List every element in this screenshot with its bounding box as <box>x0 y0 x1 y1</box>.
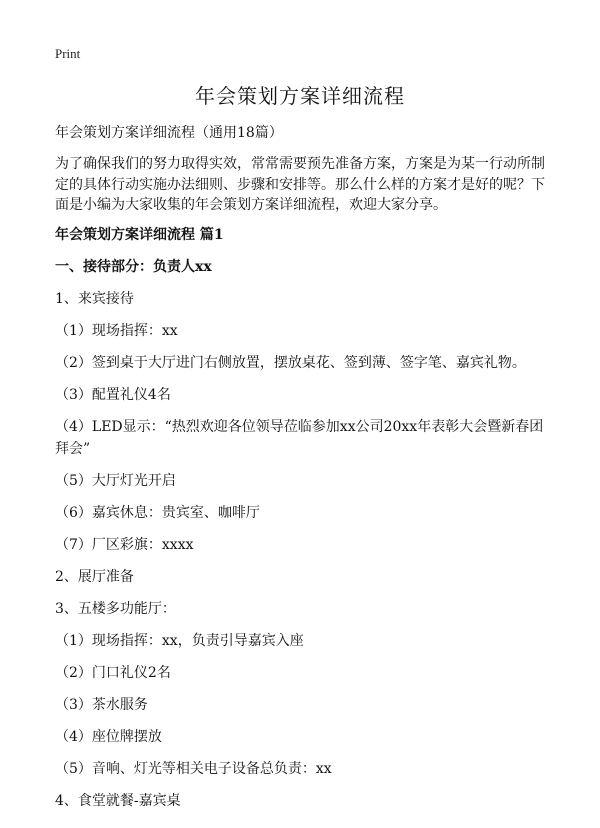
list-item: （3）配置礼仪4名 <box>55 386 171 403</box>
list-item: （7）厂区彩旗：xxxx <box>55 536 194 553</box>
list-item: 3、五楼多功能厅： <box>55 600 176 617</box>
list-item: （5）大厅灯光开启 <box>55 472 176 489</box>
list-item: （1）现场指挥：xx <box>55 322 178 339</box>
list-item: （2）门口礼仪2名 <box>55 664 171 681</box>
intro-paragraph: 为了确保我们的努力取得实效，常常需要预先准备方案，方案是为某一行动所制定的具体行动实施办法细则、步骤和安排等。那么什么样的方案才是好的呢？下面是小编为大家收集的年会策划方案详细流程，欢迎大家分享。 <box>55 156 545 213</box>
part-heading: 一、接待部分：负责人xx <box>55 258 212 275</box>
list-item: 2、展厅准备 <box>55 568 134 585</box>
section-title: 年会策划方案详细流程 篇1 <box>55 226 224 243</box>
document-subtitle: 年会策划方案详细流程（通用18篇） <box>55 125 283 141</box>
list-item: （3）茶水服务 <box>55 696 148 713</box>
list-item: （6）嘉宾休息：贵宾室、咖啡厅 <box>55 504 260 521</box>
document-body <box>55 122 555 822</box>
list-item: （1）现场指挥：xx，负责引导嘉宾入座 <box>55 632 304 649</box>
list-item: （4）座位牌摆放 <box>55 728 162 745</box>
page-title: 年会策划方案详细流程 <box>195 84 405 108</box>
list-item: 1、来宾接待 <box>55 290 134 307</box>
list-item: （5）音响、灯光等相关电子设备总负责：xx <box>55 760 332 777</box>
print-label: Print <box>55 46 81 61</box>
list-item: 4、食堂就餐-嘉宾桌 <box>55 792 181 809</box>
list-item: （2）签到桌于大厅进门右侧放置，摆放桌花、签到薄、签字笔、嘉宾礼物。 <box>55 354 526 371</box>
list-item: （4）LED显示：“热烈欢迎各位领导莅临参加xx公司20xx年表彰大会暨新春团拜会” <box>55 418 544 457</box>
